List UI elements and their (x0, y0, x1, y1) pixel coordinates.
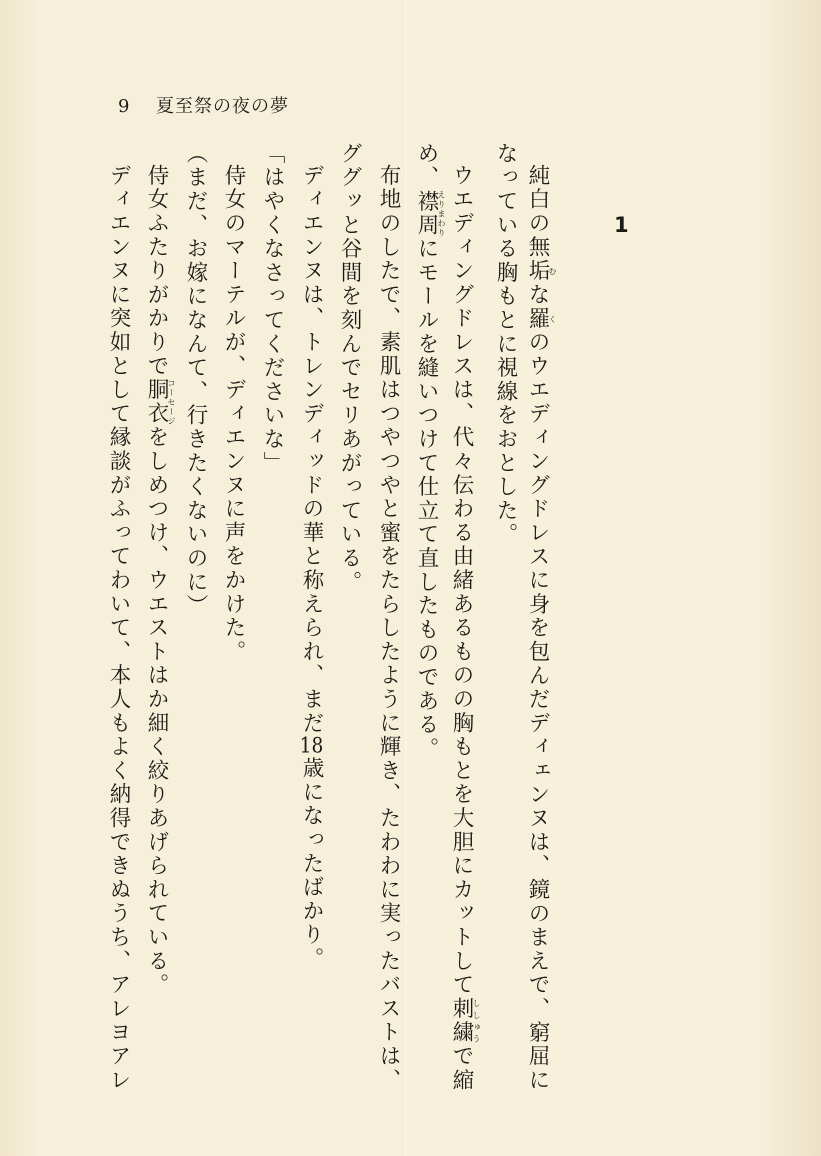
text-line-8: 「はやくなさってくださいな」 (260, 142, 285, 476)
text-line-5: 布地のしたで、素肌はつやつやと蜜をたらしたように輝き、たわわに実ったバストは、 (376, 164, 401, 1093)
running-header (118, 92, 289, 116)
running-title: 夏至祭の夜の夢 (156, 96, 289, 117)
text-line-6: ググッと谷間を刻んでセリあがっている。 (337, 142, 362, 595)
text-line-10: （まだ、お嫁になんて、行きたくないのに） (183, 142, 208, 618)
text-line-1: 純白の無垢むな羅くのウエディングドレスに身を包んだディェンヌは、鏡のまえで、窮屈に (525, 164, 557, 1093)
page-crease (405, 0, 407, 1156)
text-line-4: め、襟周えりまわりにモールを縫いつけて仕立て直したものである。 (414, 142, 446, 761)
text-line-11: 侍女ふたりがかりで胴衣コーセージをしめつけ、ウエストはか細く絞りあげられている。 (144, 164, 176, 998)
text-line-7: ディエンヌは、トレンディッドの華と称えられ、まだ18歳になったばかり。 (299, 164, 324, 971)
text-line-9: 侍女のマーテルが、ディエンヌに声をかけた。 (221, 164, 246, 664)
chapter-number: 1 (614, 213, 629, 237)
text-line-3: ウエディングドレスは、代々伝わる由緒あるものの胸もとを大胆にカットして刺繍ししゅうで縮 (449, 164, 481, 1093)
page-number: 9 (118, 96, 131, 117)
text-line-2: なっている胸もとに視線をおとした。 (493, 142, 518, 547)
text-line-12: ディエンヌに突如として縁談がふってわいて、本人もよく納得できぬうち、アレヨアレ (106, 164, 131, 1093)
